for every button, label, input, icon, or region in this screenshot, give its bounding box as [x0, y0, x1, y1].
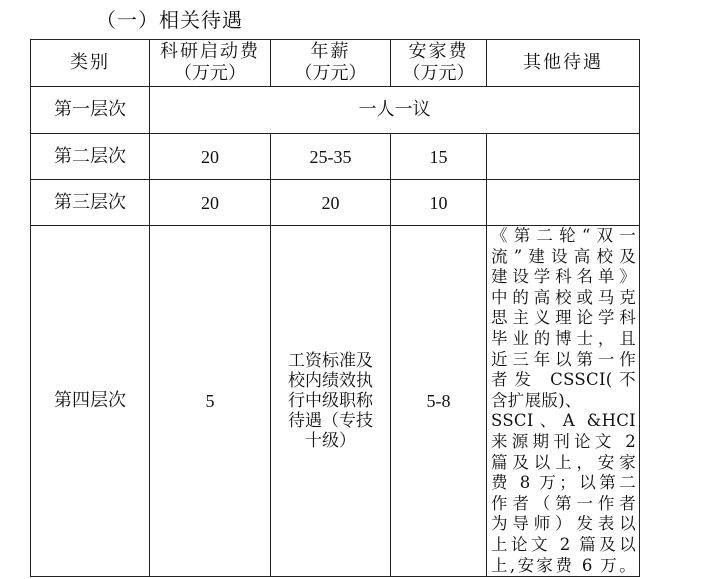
other-benefits-line: 含扩展版)、: [491, 390, 582, 410]
other-benefits-line: 中的高校或马克: [491, 287, 636, 307]
other-benefits-line: 思主义理论学科: [491, 308, 636, 328]
header-category: 类别: [31, 40, 150, 87]
table-row: [31, 226, 640, 577]
salary-cell: 20: [271, 180, 391, 226]
settlement-fee-cell: 15: [391, 134, 487, 180]
benefits-table: [30, 39, 640, 577]
row-category: 第二层次: [31, 134, 150, 180]
settlement-fee-cell: 10: [391, 180, 487, 226]
research-fund-cell: 20: [150, 134, 271, 180]
salary-cell: [271, 226, 391, 577]
table-row: [31, 134, 640, 180]
other-benefits-cell: [487, 226, 640, 577]
other-benefits-line: 上论文 2 篇及以: [491, 534, 636, 554]
header-settlement-fee: 安家费 （万元）: [391, 40, 487, 87]
other-benefits-line: 建设学科名单》: [491, 267, 636, 287]
other-benefits-line: 篇及以上，安家: [491, 452, 636, 472]
row-category: 第四层次: [31, 226, 150, 577]
header-research-fund: 科研启动费 （万元）: [150, 40, 271, 87]
table-row: [31, 87, 640, 134]
settlement-fee-cell: 5-8: [391, 226, 487, 577]
other-benefits-line: 《第二轮“双一: [491, 226, 636, 245]
other-benefits-line: 来源期刊论文 2: [491, 431, 636, 451]
research-fund-cell: 20: [150, 180, 271, 226]
row-category: 第一层次: [31, 87, 150, 134]
merged-cell: 一人一议: [150, 87, 640, 134]
header-annual-salary: 年薪 （万元）: [271, 40, 391, 87]
other-benefits-line: 者发 CSSCI(不: [491, 370, 636, 390]
salary-cell: 25-35: [271, 134, 391, 180]
header-other-benefits: 其他待遇: [487, 40, 640, 87]
salary-description: 工资标准及校内绩效执行中级职称待遇（专技十级）: [288, 350, 373, 451]
other-benefits-line: 作者（第一作者: [491, 493, 636, 513]
other-benefits-cell: [487, 134, 640, 180]
row-category: 第三层次: [31, 180, 150, 226]
other-benefits-cell: [487, 180, 640, 226]
other-benefits-line: 近三年以第一作: [491, 349, 636, 369]
other-benefits-line: 毕业的博士，且: [491, 328, 636, 348]
research-fund-cell: 5: [150, 226, 271, 577]
table-row: [31, 180, 640, 226]
other-benefits-line: 流”建设高校及: [491, 246, 636, 266]
other-benefits-line: 为导师）发表以: [491, 514, 636, 534]
other-benefits-line: SSCI、A &HCI: [491, 411, 636, 431]
table-header-row: [31, 40, 640, 87]
section-title: （一）相关待遇: [96, 8, 243, 32]
other-benefits-line: 上,安家费 6 万。: [491, 555, 636, 575]
other-benefits-line: 费 8 万；以第二: [491, 473, 636, 493]
